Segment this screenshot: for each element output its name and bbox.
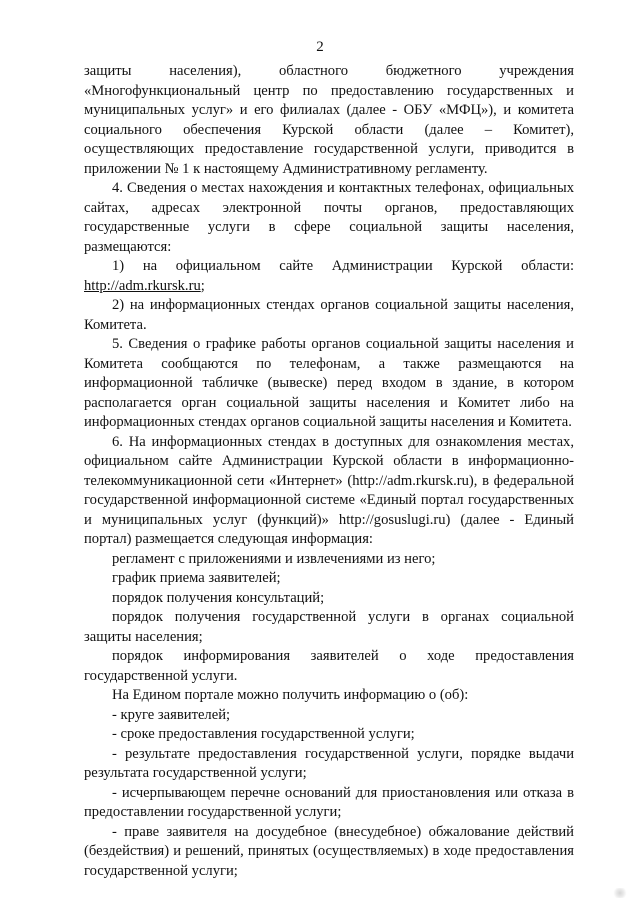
paragraph-4-item-1-tail: ;	[200, 277, 205, 294]
paragraph-4-item-1	[84, 257, 574, 296]
portal-item-result: - результате предоставления государственной услуги, порядке выдачи результата государственной услуги;	[84, 745, 574, 781]
info-item-schedule: график приема заявителей;	[112, 570, 281, 586]
portal-item-appeal: - праве заявителя на досудебное (внесудебное) обжалование действий (бездействия) и решений, принятых (осуществляемых) в ходе предоставления государственной услуги;	[84, 823, 574, 879]
adm-rkursk-link[interactable]: http://adm.rkursk.ru	[84, 277, 201, 294]
paragraph-4-item-2: 2) на информационных стендах органов социальной защиты населения, Комитета.	[84, 297, 574, 333]
scan-speck	[612, 888, 628, 898]
portal-item-applicants: - круге заявителей;	[112, 706, 231, 723]
paragraph-continuation: защиты населения), областного бюджетного учреждения «Многофункциональный центр по предоставлению государственных и муниципальных услуг» и его филиалах (далее - ОБУ «МФЦ»), и комитета социального обеспечения Курской области (далее – Комитет), осуществляющих предоставление государственной услуги, приводится в приложении № 1 к настоящему Административному регламенту.	[84, 63, 574, 177]
paragraph-6: 6. На информационных стендах в доступных для ознакомления местах, официальном сайте Администрации Курской области в информационно-телекоммуникационной сети «Интернет» (http://adm.rkursk.ru), в федеральной государственной информационной системе «Единый портал государственных и муниципальных услуг (функций)» http://gosuslugi.ru) (далее - Единый портал) размещается следующая информация:	[84, 433, 574, 547]
portal-item-grounds: - исчерпывающем перечне оснований для приостановления или отказа в предоставлении государственной услуги;	[84, 784, 574, 820]
info-item-regulation: регламент с приложениями и извлечениями из него;	[112, 550, 436, 567]
info-item-informing-procedure: порядок информирования заявителей о ходе предоставления государственной услуги.	[84, 648, 574, 684]
document-body	[84, 62, 574, 881]
portal-item-term: - сроке предоставления государственной услуги;	[112, 726, 415, 742]
paragraph-5: 5. Сведения о графике работы органов социальной защиты населения и Комитета сообщаются по телефонам, а также размещаются на информационной табличке (вывеске) перед входом в здание, в котором располагается орган социальной защиты населения и Комитет либо на информационных стендах органов социальной защиты населения и Комитета.	[84, 336, 574, 430]
info-item-consultations: порядок получения консультаций;	[112, 589, 325, 606]
paragraph-4-item-1-text: 1) на официальном сайте Администрации Курской области:	[112, 258, 574, 274]
portal-info-intro: На Едином портале можно получить информацию о (об):	[112, 687, 469, 703]
info-item-service-procedure: порядок получения государственной услуги в органах социальной защиты населения;	[84, 609, 574, 645]
page-number: 2	[316, 39, 324, 55]
paragraph-4: 4. Сведения о местах нахождения и контактных телефонах, официальных сайтах, адресах электронной почты органов, предоставляющих государственные услуги в сфере социальной защиты населения, размещаются:	[84, 180, 574, 255]
